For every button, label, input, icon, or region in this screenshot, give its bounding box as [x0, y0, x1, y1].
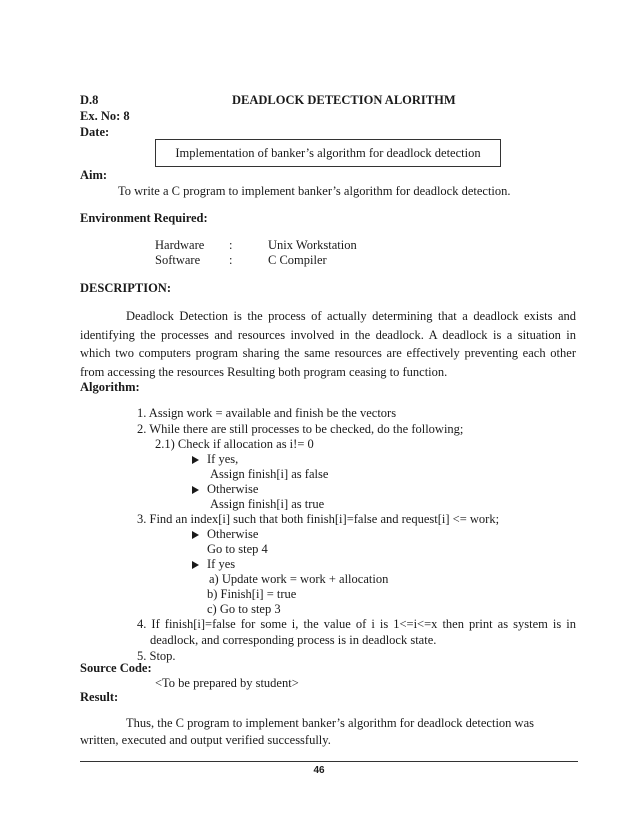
boxed-title-text: Implementation of banker’s algorithm for deadlock detection [175, 145, 481, 160]
result-heading: Result: [80, 690, 119, 704]
aim-text: To write a C program to implement banker’s algorithm for deadlock detection. [118, 184, 511, 198]
algorithm-bullet [192, 527, 258, 542]
page-number: 46 [313, 765, 325, 776]
algorithm-bullet [192, 482, 258, 497]
section-code: D.8 [80, 93, 99, 107]
env-separator: : [229, 238, 233, 252]
algorithm-step-2: 2. While there are still processes to be checked, do the following; [137, 422, 464, 436]
environment-heading: Environment Required: [80, 211, 208, 225]
algorithm-step-5: 5. Stop. [137, 649, 176, 663]
aim-heading: Aim: [80, 168, 108, 182]
algorithm-step-4: 4. If finish[i]=false for some i, the value of i is 1<=i<=x then print as system is in deadlock, and corresponding process is in deadlock state. [137, 617, 576, 647]
arrow-bullet-icon [192, 531, 199, 539]
arrow-bullet-icon [192, 456, 199, 464]
algorithm-substep: Assign finish[i] as true [210, 497, 325, 511]
algorithm-substep: c) Go to step 3 [207, 602, 281, 616]
algorithm-heading: Algorithm: [80, 380, 140, 394]
arrow-bullet-icon [192, 486, 199, 494]
env-value-software: C Compiler [268, 253, 327, 267]
arrow-bullet-icon [192, 561, 199, 569]
bullet-text: Otherwise [207, 482, 259, 496]
boxed-title [155, 139, 501, 167]
algorithm-substep: Go to step 4 [207, 542, 268, 556]
env-separator: : [229, 253, 233, 267]
algorithm-bullet [192, 557, 235, 572]
page-title: DEADLOCK DETECTION ALORITHM [232, 93, 456, 107]
exercise-number: Ex. No: 8 [80, 109, 130, 123]
bullet-text: If yes, [207, 452, 239, 466]
algorithm-substep: Assign finish[i] as false [210, 467, 329, 481]
algorithm-bullet [192, 452, 238, 467]
bullet-text: If yes [207, 557, 236, 571]
algorithm-substep: a) Update work = work + allocation [209, 572, 389, 586]
env-label-hardware: Hardware [155, 238, 205, 252]
source-code-placeholder: <To be prepared by student> [155, 676, 299, 690]
description-paragraph: Deadlock Detection is the process of actually determining that a deadlock exists and identifying the processes and resources involved in the deadlock. A deadlock is a situation in which two computers program sharing the same resources are effectively preventing each other from accessing the resources Resulting both program ceasing to function. [80, 309, 576, 379]
algorithm-step-1: 1. Assign work = available and finish be the vectors [137, 406, 397, 420]
bullet-text: Otherwise [207, 527, 259, 541]
algorithm-substep: b) Finish[i] = true [207, 587, 297, 601]
source-code-heading: Source Code: [80, 661, 152, 675]
env-value-hardware: Unix Workstation [268, 238, 357, 252]
footer-divider [80, 761, 578, 762]
date-label: Date: [80, 125, 110, 139]
description-heading: DESCRIPTION: [80, 281, 171, 295]
result-paragraph: Thus, the C program to implement banker’s algorithm for deadlock detection was written, executed and output verified successfully. [80, 716, 534, 747]
algorithm-step-2-1: 2.1) Check if allocation as i!= 0 [155, 437, 314, 451]
env-label-software: Software [155, 253, 201, 267]
algorithm-step-3: 3. Find an index[i] such that both finish[i]=false and request[i] <= work; [137, 512, 500, 526]
